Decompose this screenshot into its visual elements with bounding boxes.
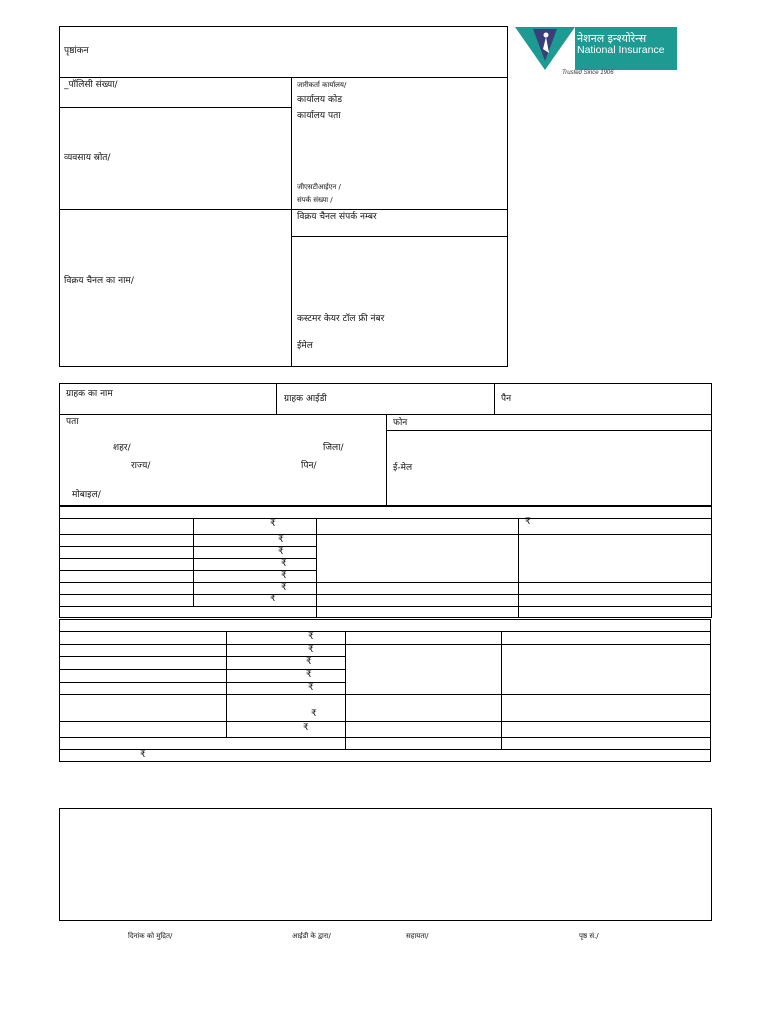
divider (59, 737, 711, 738)
rupee-symbol: ₹ (308, 632, 314, 642)
divider (291, 77, 292, 367)
contact-number-label: संपर्क संख्या / (297, 196, 333, 204)
divider (59, 606, 712, 607)
divider (59, 570, 316, 571)
divider (59, 721, 711, 722)
divider (59, 656, 345, 657)
help-label: सहायता/ (406, 932, 429, 940)
sales-channel-name-label: विक्रय चैनल का नाम/ (64, 276, 134, 286)
divider (59, 107, 291, 108)
divider (386, 414, 387, 506)
rupee-symbol: ₹ (270, 519, 276, 529)
peacock-logo-icon (515, 27, 575, 70)
city-label: शहर/ (113, 443, 131, 453)
rupee-symbol: ₹ (281, 571, 287, 581)
rupee-symbol: ₹ (308, 683, 314, 693)
printed-date-label: दिनांक को मुद्रित/ (128, 932, 173, 940)
divider (59, 209, 508, 210)
rupee-symbol: ₹ (306, 657, 312, 667)
divider (59, 558, 316, 559)
divider (59, 749, 711, 750)
address-label: पता (66, 417, 79, 427)
divider (59, 594, 712, 595)
divider (226, 631, 227, 737)
customer-id-label: ग्राहक आईडी (284, 394, 327, 404)
rupee-symbol: ₹ (308, 645, 314, 655)
pan-label: पैन (501, 394, 512, 404)
rupee-symbol: ₹ (270, 594, 276, 604)
divider (59, 77, 508, 78)
mobile-label: मोबाइल/ (72, 490, 101, 500)
prishthankan-label: पृष्ठांकन (64, 46, 89, 56)
remarks-box (59, 808, 712, 921)
divider (59, 518, 712, 519)
premium-table-2 (59, 619, 711, 762)
office-code-label: कार्यालय कोड (297, 95, 343, 105)
email-label: ईमेल (297, 341, 313, 351)
divider (345, 631, 346, 749)
state-label: राज्य/ (131, 461, 151, 471)
rupee-symbol: ₹ (306, 670, 312, 680)
pin-label: पिन/ (301, 461, 317, 471)
divider (291, 236, 508, 237)
by-id-label: आईडी के द्वारा/ (292, 932, 331, 940)
business-source-label: व्यवसाय स्रोत/ (64, 153, 111, 163)
divider (59, 631, 711, 632)
rupee-symbol: ₹ (311, 709, 317, 719)
divider (494, 383, 495, 414)
divider (386, 430, 712, 431)
divider (316, 518, 317, 618)
page-number-label: पृष्ठ सं./ (579, 932, 599, 940)
rupee-symbol: ₹ (140, 750, 146, 760)
divider (59, 694, 711, 695)
premium-table-1 (59, 506, 712, 618)
divider (276, 383, 277, 414)
logo-english-text: National Insurance (577, 44, 665, 56)
divider (59, 669, 345, 670)
sales-channel-contact-label: विक्रय चैनल संपर्क नम्बर (297, 212, 377, 222)
issuing-office-label: जारीकर्ता कार्यालय/ (297, 81, 347, 89)
divider (193, 518, 194, 606)
divider (59, 582, 712, 583)
rupee-symbol: ₹ (278, 547, 284, 557)
customer-email-label: ई-मेल (393, 463, 413, 473)
divider (59, 644, 711, 645)
customer-care-label: कस्टमर केयर टॉल फ्री नंबर (297, 314, 385, 324)
gstin-label: जीएसटीआईएन / (297, 183, 341, 191)
logo-hindi-text: नेशनल इन्श्योरेन्स (577, 32, 647, 45)
logo-tagline: Trusted Since 1906 (562, 70, 614, 76)
divider (518, 518, 519, 618)
rupee-symbol: ₹ (278, 535, 284, 545)
office-address-label: कार्यालय पता (297, 111, 341, 121)
rupee-symbol: ₹ (303, 723, 309, 733)
district-label: जिला/ (323, 443, 344, 453)
divider (59, 682, 345, 683)
customer-name-label: ग्राहक का नाम (66, 389, 113, 399)
national-insurance-logo (515, 27, 677, 70)
rupee-symbol: ₹ (281, 559, 287, 569)
phone-label: फोन (393, 418, 408, 428)
policy-number-label: _पॉलिसी संख्या/ (64, 80, 118, 90)
rupee-symbol: ₹ (525, 517, 531, 527)
divider (59, 534, 712, 535)
rupee-symbol: ₹ (281, 583, 287, 593)
divider (501, 631, 502, 749)
